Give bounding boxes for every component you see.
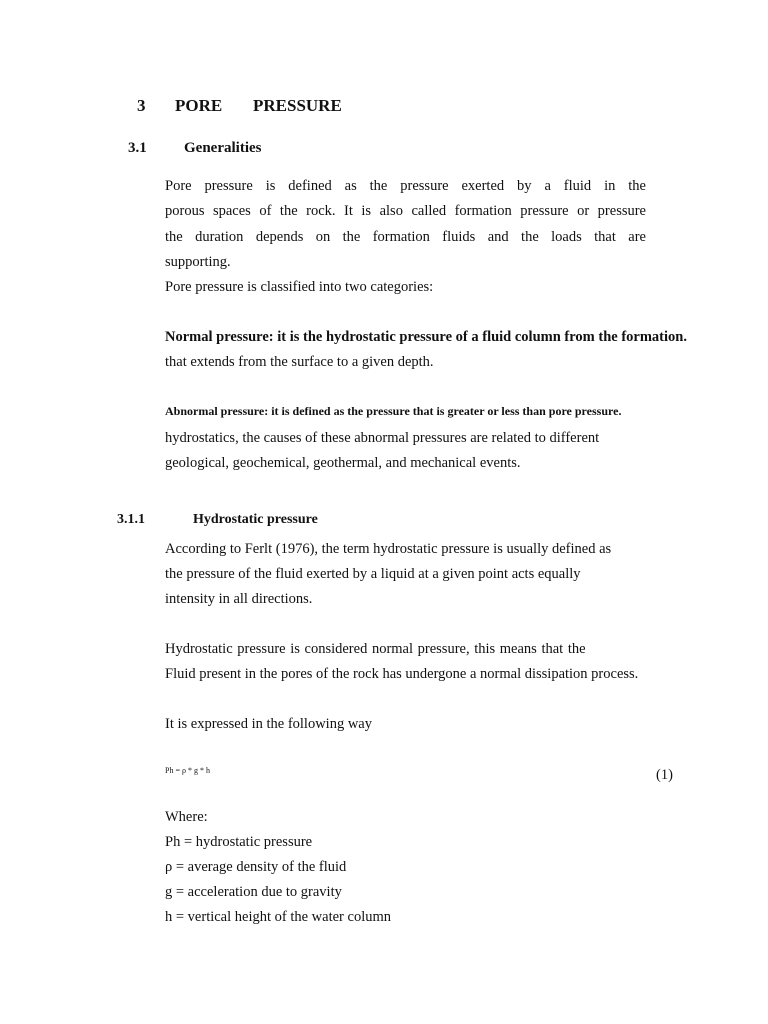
- chapter-title-word-1: PORE: [175, 96, 223, 115]
- normal-pressure-definition: Normal pressure: it is the hydrostatic pressure of a fluid column from the formation.: [165, 329, 687, 345]
- abnormal-pressure-definition: Abnormal pressure: it is defined as the pressure that is greater or less than pore pressure.: [165, 404, 622, 418]
- paragraph-line: the pressure of the fluid exerted by a liquid at a given point acts equally: [165, 566, 581, 582]
- subsection-number: 3.1.1: [117, 512, 145, 527]
- paragraph-line: According to Ferlt (1976), the term hydrostatic pressure is usually defined as: [165, 541, 612, 557]
- chapter-title-word-2: PRESSURE: [253, 96, 342, 115]
- paragraph-line: supporting.: [165, 254, 231, 270]
- abnormal-pressure-continuation: geological, geochemical, geothermal, and mechanical events.: [165, 455, 521, 471]
- definition-item: g = acceleration due to gravity: [165, 884, 342, 900]
- chapter-number: 3: [137, 96, 146, 115]
- section-number: 3.1: [128, 140, 147, 156]
- expression-intro: It is expressed in the following way: [165, 716, 372, 732]
- hydrostatic-formula: Ph = ρ * g * h: [165, 766, 210, 775]
- definition-item: Ph = hydrostatic pressure: [165, 834, 313, 850]
- subsection-title: Hydrostatic pressure: [193, 512, 318, 527]
- paragraph-line: Hydrostatic pressure is considered normal pressure, this means that the: [165, 641, 586, 657]
- normal-pressure-continuation: that extends from the surface to a given depth.: [165, 354, 434, 370]
- section-title: Generalities: [184, 140, 262, 156]
- paragraph-line: intensity in all directions.: [165, 591, 313, 607]
- paragraph-line: Pore pressure is defined as the pressure exerted by a fluid in the: [165, 178, 646, 194]
- abnormal-pressure-continuation: hydrostatics, the causes of these abnormal pressures are related to different: [165, 430, 600, 446]
- where-label: Where:: [165, 809, 208, 825]
- paragraph-line: porous spaces of the rock. It is also called formation pressure or pressure: [165, 203, 646, 219]
- classification-line: Pore pressure is classified into two categories:: [165, 279, 434, 295]
- paragraph-line: the duration depends on the formation fluids and the loads that are: [165, 229, 646, 245]
- equation-number: (1): [656, 767, 673, 783]
- definition-item: ρ = average density of the fluid: [165, 859, 347, 875]
- definition-item: h = vertical height of the water column: [165, 909, 392, 925]
- paragraph-line: Fluid present in the pores of the rock has undergone a normal dissipation process.: [165, 666, 639, 682]
